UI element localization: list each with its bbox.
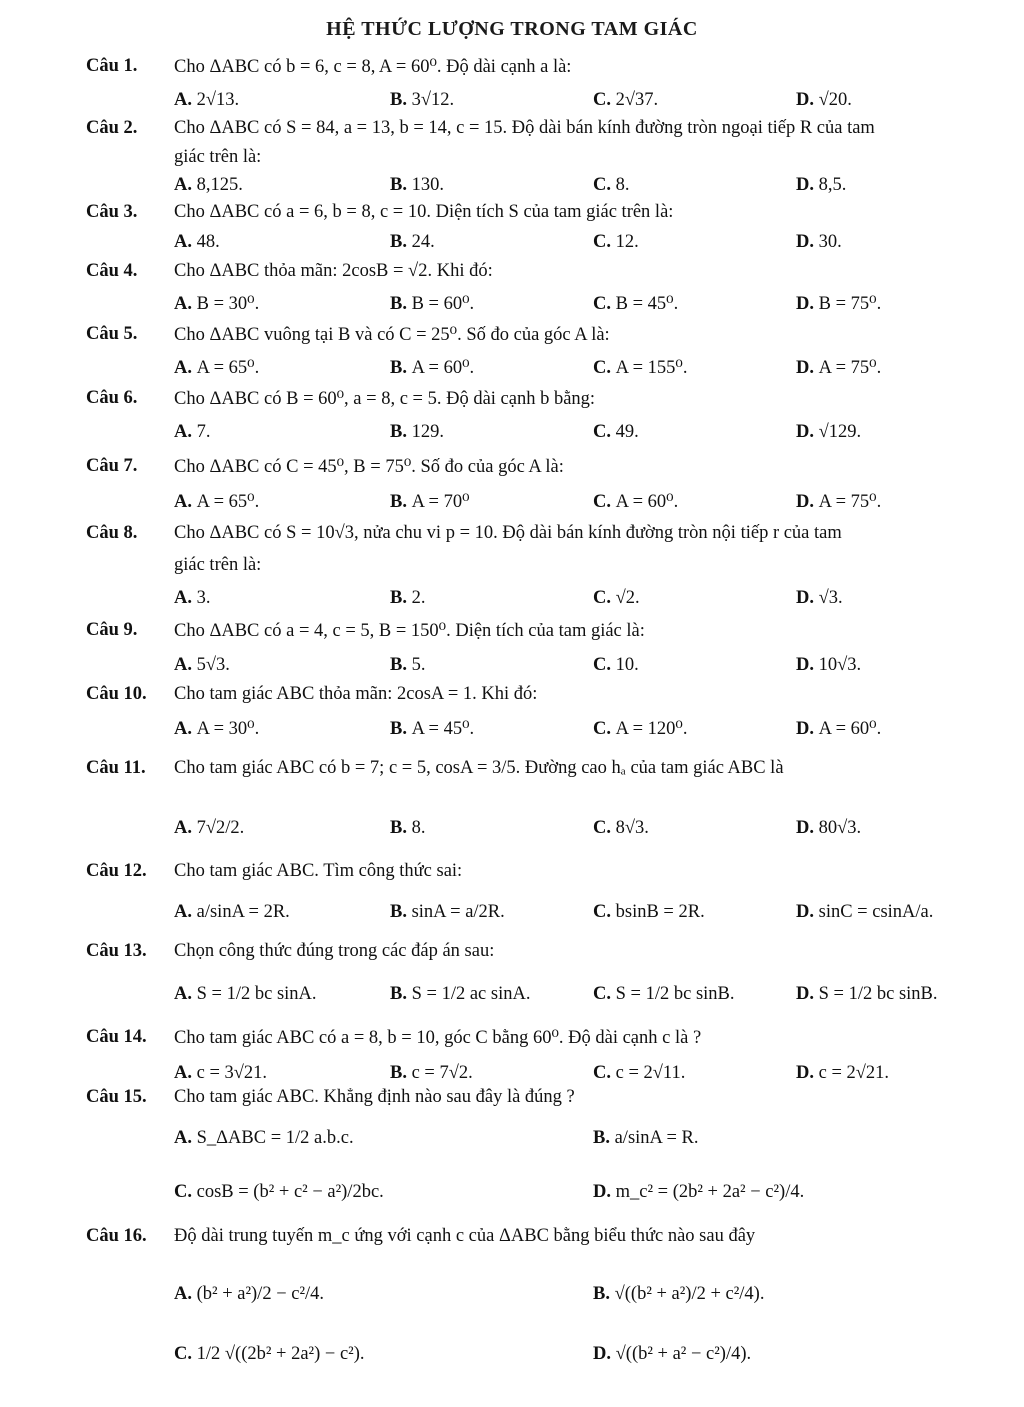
option-c[interactable]: C. 1/2 √((2b² + 2a²) − c²). [174,1344,365,1364]
question-label: Câu 13. [86,941,147,961]
option-b[interactable]: B. 24. [390,232,435,252]
option-d[interactable]: D. 80√3. [796,818,862,838]
question-label: Câu 14. [86,1027,147,1047]
option-d[interactable]: D. A = 75⁰. [796,358,882,378]
question-label: Câu 12. [86,861,147,881]
page-title: HỆ THỨC LƯỢNG TRONG TAM GIÁC [326,18,698,40]
question-label: Câu 1. [86,56,138,76]
option-c[interactable]: C. S = 1/2 bc sinB. [593,984,735,1004]
option-c[interactable]: C. A = 155⁰. [593,358,688,378]
option-b[interactable]: B. A = 45⁰. [390,719,475,739]
question-label: Câu 8. [86,523,138,543]
option-b[interactable]: B. B = 60⁰. [390,294,475,314]
question-stem: Cho tam giác ABC. Khẳng định nào sau đây là đúng ? [174,1087,575,1107]
question-label: Câu 15. [86,1087,147,1107]
option-b[interactable]: B. A = 70⁰ [390,492,470,512]
option-b[interactable]: B. 130. [390,175,444,195]
option-a[interactable]: A. 3. [174,588,211,608]
option-a[interactable]: A. a/sinA = 2R. [174,902,290,922]
option-b[interactable]: B. S = 1/2 ac sinA. [390,984,531,1004]
option-d[interactable]: D. S = 1/2 bc sinB. [796,984,938,1004]
option-b[interactable]: B. sinA = a/2R. [390,902,505,922]
question-stem: Cho tam giác ABC thỏa mãn: 2cosA = 1. Khi đó: [174,684,538,704]
option-b[interactable]: B. 8. [390,818,426,838]
option-b[interactable]: B. 3√12. [390,90,455,110]
option-d[interactable]: D. sinC = csinA/a. [796,902,934,922]
question-label: Câu 6. [86,388,138,408]
option-d[interactable]: D. m_c² = (2b² + 2a² − c²)/4. [593,1182,805,1202]
option-b[interactable]: B. 129. [390,422,444,442]
question-label: Câu 3. [86,202,138,222]
option-b[interactable]: B. 5. [390,655,426,675]
question-stem-continued: giác trên là: [174,555,262,575]
question-label: Câu 5. [86,324,138,344]
option-b[interactable]: B. √((b² + a²)/2 + c²/4). [593,1284,765,1304]
option-a[interactable]: A. 8,125. [174,175,243,195]
question-stem: Cho ΔABC có a = 6, b = 8, c = 10. Diện tích S của tam giác trên là: [174,202,674,222]
option-d[interactable]: D. 10√3. [796,655,862,675]
option-c[interactable]: C. 8√3. [593,818,649,838]
option-d[interactable]: D. √20. [796,90,852,110]
question-stem: Cho ΔABC có b = 6, c = 8, A = 60⁰. Độ dài cạnh a là: [174,57,572,77]
question-stem: Cho tam giác ABC có b = 7; c = 5, cosA = 3/5. Đường cao hₐ của tam giác ABC là [174,758,784,778]
option-b[interactable]: B. a/sinA = R. [593,1128,699,1148]
option-d[interactable]: D. c = 2√21. [796,1063,890,1083]
option-d[interactable]: D. √3. [796,588,843,608]
option-a[interactable]: A. S_ΔABC = 1/2 a.b.c. [174,1128,354,1148]
option-a[interactable]: A. 5√3. [174,655,230,675]
option-a[interactable]: A. 2√13. [174,90,240,110]
question-stem: Chọn công thức đúng trong các đáp án sau: [174,941,495,961]
option-d[interactable]: D. A = 75⁰. [796,492,882,512]
option-b[interactable]: B. 2. [390,588,426,608]
option-c[interactable]: C. 49. [593,422,639,442]
option-a[interactable]: A. c = 3√21. [174,1063,268,1083]
option-c[interactable]: C. √2. [593,588,640,608]
question-label: Câu 4. [86,261,138,281]
option-a[interactable]: A. A = 65⁰. [174,492,260,512]
option-b[interactable]: B. c = 7√2. [390,1063,473,1083]
option-a[interactable]: A. 48. [174,232,220,252]
question-stem-continued: giác trên là: [174,147,262,167]
option-a[interactable]: A. 7. [174,422,211,442]
option-c[interactable]: C. 2√37. [593,90,659,110]
option-d[interactable]: D. B = 75⁰. [796,294,882,314]
question-label: Câu 2. [86,118,138,138]
option-c[interactable]: C. A = 120⁰. [593,719,688,739]
option-a[interactable]: A. 7√2/2. [174,818,245,838]
option-c[interactable]: C. B = 45⁰. [593,294,679,314]
question-stem: Cho ΔABC có a = 4, c = 5, B = 150⁰. Diện tích của tam giác là: [174,621,645,641]
option-d[interactable]: D. 8,5. [796,175,847,195]
option-a[interactable]: A. B = 30⁰. [174,294,260,314]
question-stem: Cho ΔABC thỏa mãn: 2cosB = √2. Khi đó: [174,261,493,281]
option-d[interactable]: D. 30. [796,232,842,252]
question-stem: Cho ΔABC có B = 60⁰, a = 8, c = 5. Độ dài cạnh b bằng: [174,389,596,409]
question-stem: Cho ΔABC có S = 10√3, nửa chu vi p = 10. Độ dài bán kính đường tròn nội tiếp r của tam [174,523,842,543]
question-stem: Cho ΔABC có S = 84, a = 13, b = 14, c = 15. Độ dài bán kính đường tròn ngoại tiếp R của tam [174,118,875,138]
option-c[interactable]: C. c = 2√11. [593,1063,686,1083]
option-d[interactable]: D. √((b² + a² − c²)/4). [593,1344,752,1364]
option-c[interactable]: C. 10. [593,655,639,675]
question-stem: Cho ΔABC vuông tại B và có C = 25⁰. Số đo của góc A là: [174,325,610,345]
option-c[interactable]: C. 8. [593,175,630,195]
question-label: Câu 7. [86,456,138,476]
question-label: Câu 9. [86,620,138,640]
option-c[interactable]: C. A = 60⁰. [593,492,679,512]
question-stem: Cho tam giác ABC có a = 8, b = 10, góc C bằng 60⁰. Độ dài cạnh c là ? [174,1028,702,1048]
option-c[interactable]: C. bsinB = 2R. [593,902,705,922]
option-a[interactable]: A. (b² + a²)/2 − c²/4. [174,1284,325,1304]
question-stem: Độ dài trung tuyến m_c ứng với cạnh c của ΔABC bằng biểu thức nào sau đây [174,1226,756,1246]
option-c[interactable]: C. 12. [593,232,639,252]
question-stem: Cho tam giác ABC. Tìm công thức sai: [174,861,463,881]
option-a[interactable]: A. A = 65⁰. [174,358,260,378]
question-label: Câu 10. [86,684,147,704]
question-stem: Cho ΔABC có C = 45⁰, B = 75⁰. Số đo của góc A là: [174,457,564,477]
option-d[interactable]: D. √129. [796,422,862,442]
question-label: Câu 11. [86,758,146,778]
option-b[interactable]: B. A = 60⁰. [390,358,475,378]
option-a[interactable]: A. S = 1/2 bc sinA. [174,984,317,1004]
option-d[interactable]: D. A = 60⁰. [796,719,882,739]
option-a[interactable]: A. A = 30⁰. [174,719,260,739]
option-c[interactable]: C. cosB = (b² + c² − a²)/2bc. [174,1182,384,1202]
question-label: Câu 16. [86,1226,147,1246]
